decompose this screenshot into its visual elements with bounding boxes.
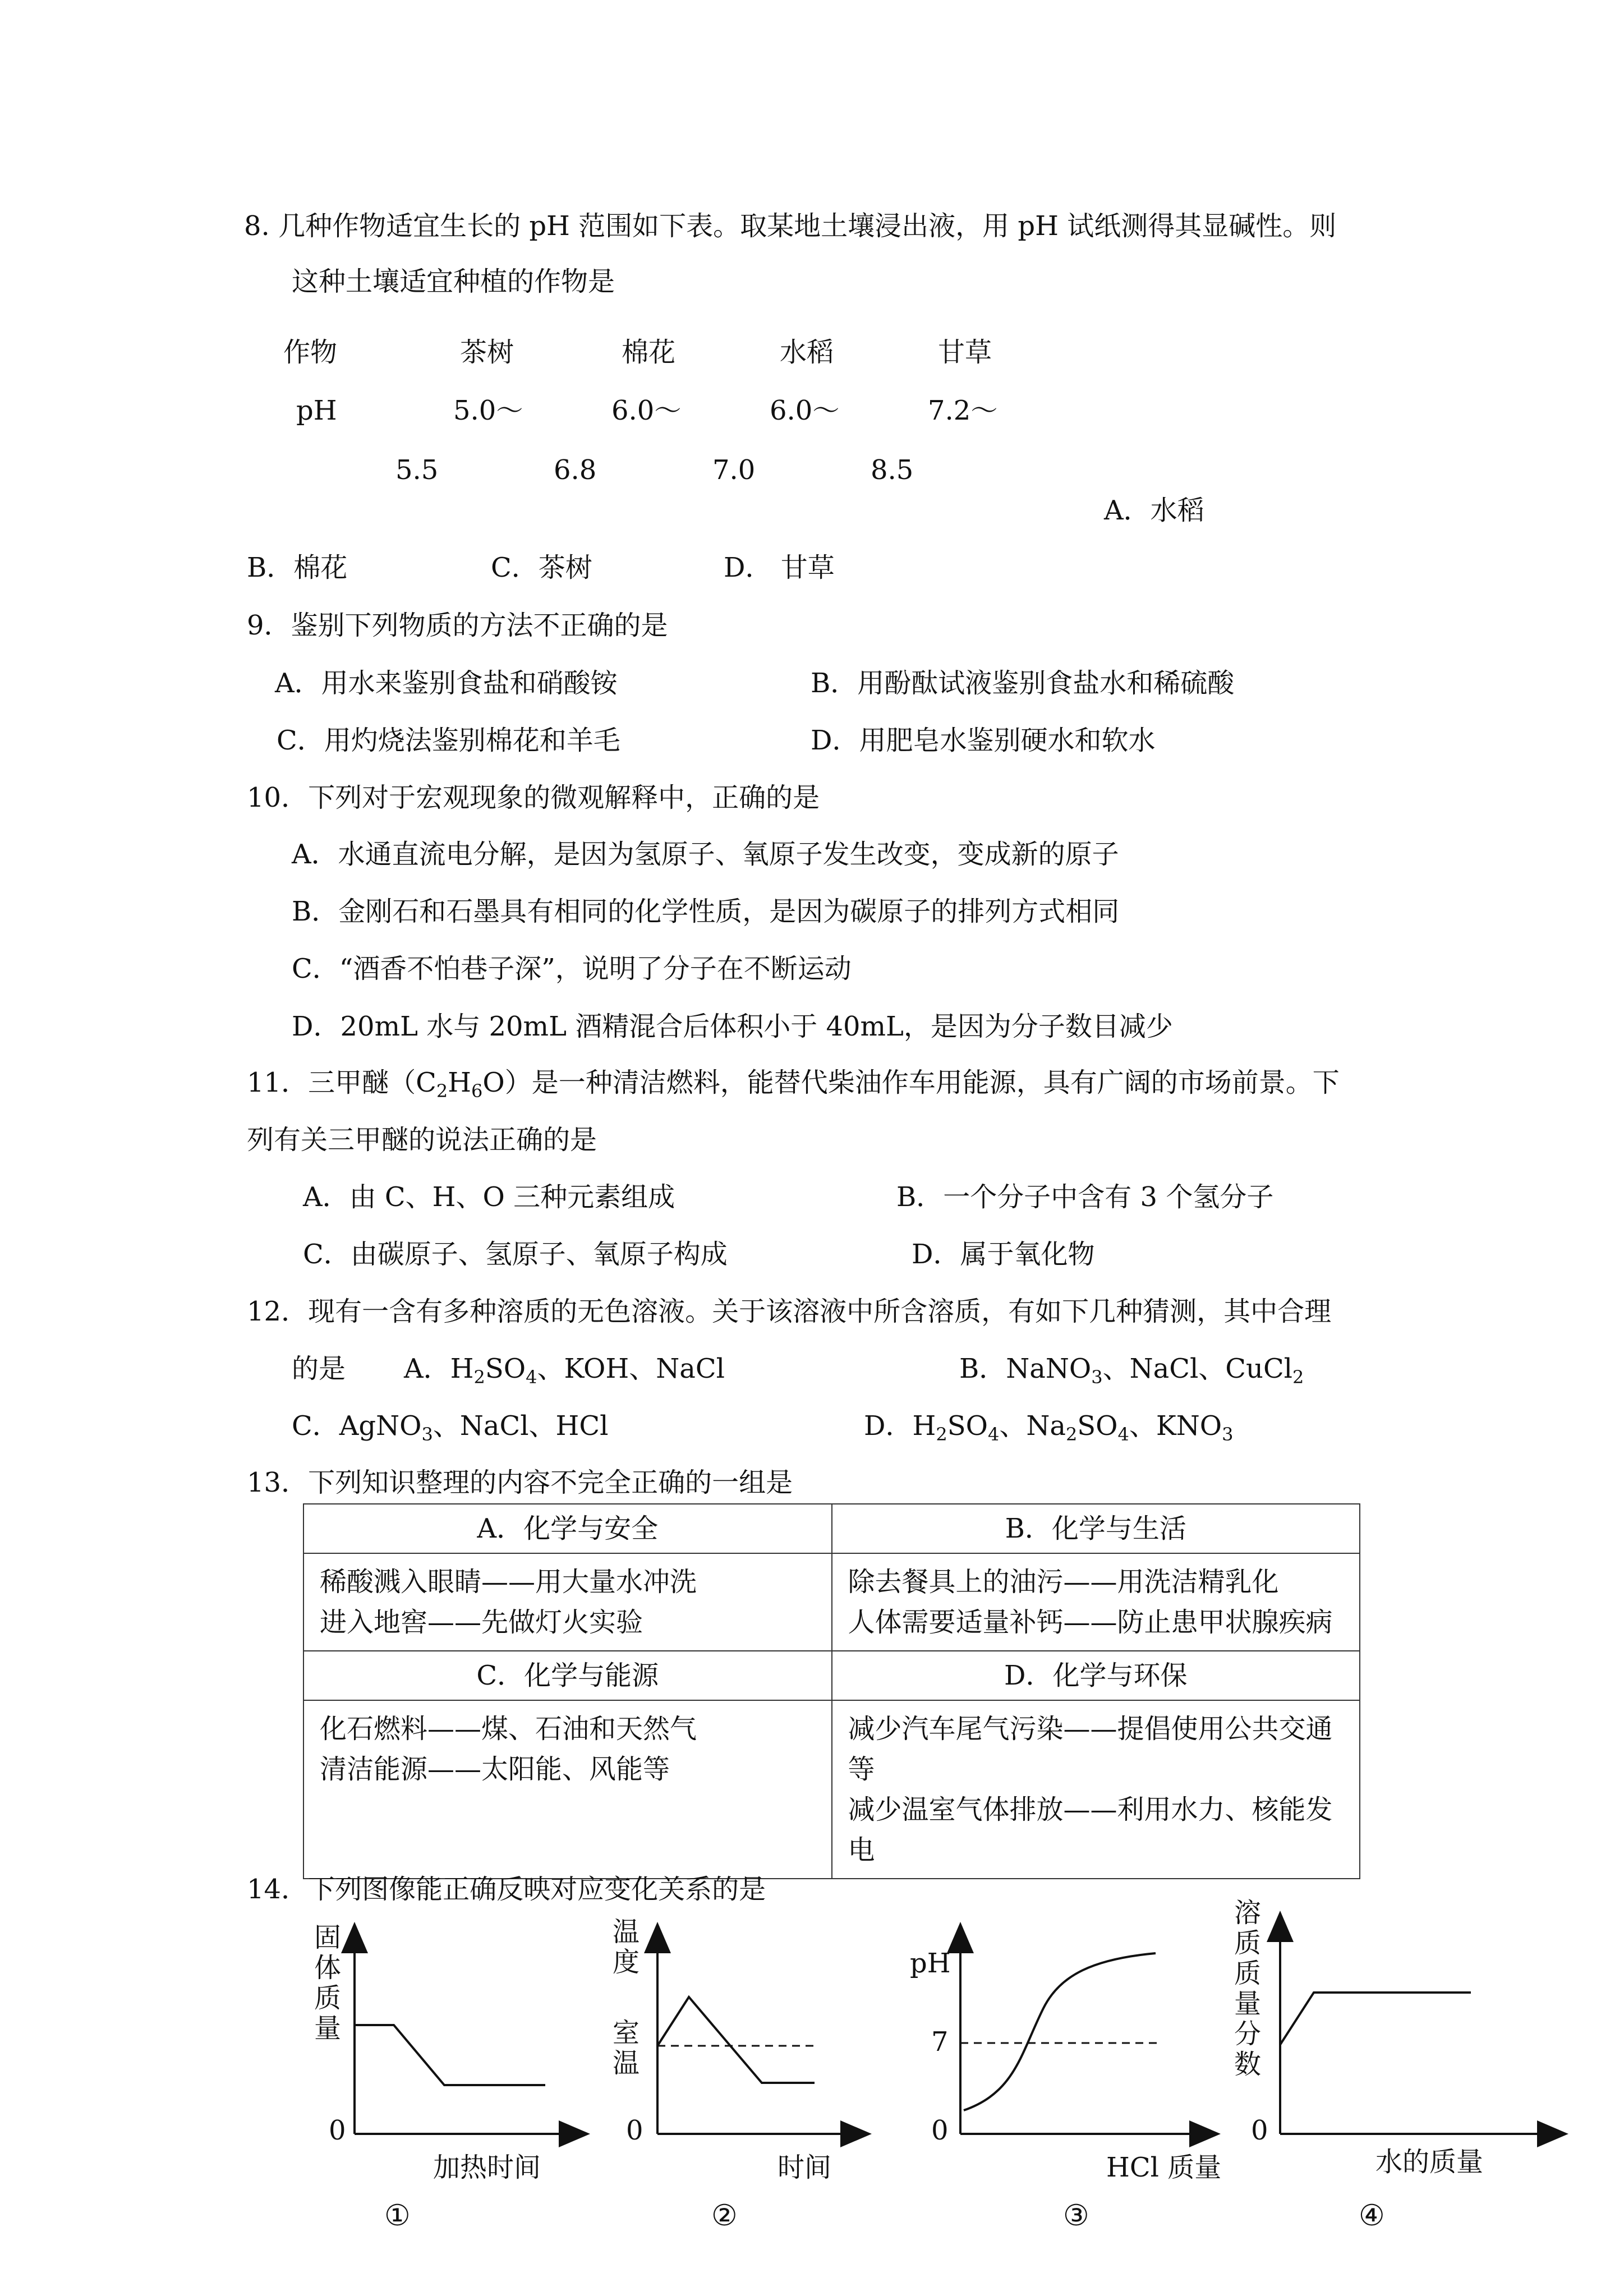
q12-b-s2: 2	[1292, 1366, 1304, 1388]
table-cell-b	[832, 1553, 1360, 1651]
q10-stem: 10．下列对于宏观现象的微观解释中，正确的是	[247, 782, 820, 813]
q12-d-s3: 2	[1065, 1424, 1078, 1445]
graph-2	[606, 1916, 875, 2183]
q11-sub1: 2	[436, 1080, 448, 1102]
q12-line2: 的是	[292, 1353, 346, 1384]
q9-option-c: C．用灼烧法鉴别棉花和羊毛	[277, 725, 620, 756]
q8-option-a: A．水稻	[1104, 495, 1204, 526]
q12-c-f1: AgNO	[339, 1410, 422, 1442]
q12-d-f4: SO	[1077, 1410, 1118, 1442]
g2-origin: 0	[626, 2115, 643, 2146]
q8-number: 8	[244, 210, 261, 242]
q11-stem	[247, 1066, 1340, 1108]
q12-b-f1: NaNO	[1006, 1353, 1092, 1384]
g2-mark-1: 室	[613, 2017, 640, 2049]
g1-ylabel-2: 体	[314, 1952, 342, 1984]
g3-seven: 7	[931, 2026, 949, 2058]
q8-line2: 这种土壤适宜种植的作物是	[292, 266, 615, 297]
q12-d-f2: SO	[947, 1410, 988, 1442]
g3-xlabel: HCl 质量	[1106, 2152, 1222, 2183]
graph-3	[909, 1924, 1223, 2183]
q11-option-b: B．一个分子中含有 3 个氢分子	[896, 1181, 1274, 1213]
q12-c-s1: 3	[421, 1424, 433, 1445]
g4-origin: 0	[1251, 2115, 1268, 2146]
g1-origin: 0	[329, 2115, 346, 2146]
q8-ph-high-3: 7.0	[712, 454, 756, 486]
table-head-c: C．化学与能源	[303, 1651, 832, 1700]
q12-a-s1: 2	[473, 1366, 485, 1388]
q14-stem: 14．下列图像能正确反映对应变化关系的是	[247, 1874, 766, 1905]
a-line-2: 进入地窖——先做灯火实验	[320, 1607, 643, 1638]
g2-ylabel-2: 度	[613, 1947, 640, 1978]
q12-b-label: B．	[959, 1353, 1006, 1384]
q11-option-d: D．属于氧化物	[912, 1239, 1095, 1270]
q8-crop-4: 甘草	[938, 337, 992, 368]
g2-xlabel: 时间	[778, 2152, 832, 2183]
q8-ph-high-2: 6.8	[554, 454, 597, 486]
g4-ylabel-1: 溶	[1234, 1897, 1262, 1929]
g4-ylabel-3: 质	[1234, 1958, 1262, 1989]
q8-ph-high-4: 8.5	[871, 454, 914, 486]
q11-sub2: 6	[471, 1080, 483, 1102]
g1-curve	[355, 2025, 545, 2085]
q12-d-f1: H	[912, 1410, 936, 1442]
d-line-1: 减少汽车尾气污染——提倡使用公共交通等	[848, 1713, 1333, 1785]
q11-stem-post: O）是一种清洁燃料，能替代柴油作车用能源，具有广阔的市场前景。下	[482, 1067, 1340, 1098]
q11-option-c: C．由碳原子、氢原子、氧原子构成	[303, 1239, 728, 1270]
g1-ylabel-3: 质	[314, 1982, 342, 2014]
graph-1	[303, 1922, 583, 2183]
graph-2-number: ②	[711, 2199, 738, 2233]
g2-mark-2: 温	[613, 2047, 640, 2079]
q8-option-d: D． 甘草	[724, 552, 835, 583]
table-cell-a	[303, 1553, 832, 1651]
q9-option-a: A．用水来鉴别食盐和硝酸铵	[275, 668, 618, 699]
q10-option-a: A．水通直流电分解，是因为氢原子、氧原子发生改变，变成新的原子	[292, 839, 1119, 870]
q8-option-c: C．茶树	[491, 552, 592, 583]
q12-d-f5: 、KNO	[1129, 1410, 1222, 1442]
q8-ph-low-2: 6.0～	[611, 395, 682, 426]
q9-stem: 9．鉴别下列物质的方法不正确的是	[247, 610, 668, 641]
q8-ph-low-4: 7.2～	[928, 395, 998, 426]
graph-4	[1229, 1897, 1565, 2178]
q8-table-header-crop: 作物	[283, 337, 338, 368]
table-head-b: B．化学与生活	[832, 1504, 1360, 1553]
d-line-2: 减少温室气体排放——利用水力、核能发电	[848, 1794, 1333, 1866]
c-line-2: 清洁能源——太阳能、风能等	[320, 1754, 670, 1785]
table-cell-c	[303, 1700, 832, 1879]
q12-a-f1: H	[450, 1353, 474, 1384]
table-head-d: D．化学与环保	[832, 1651, 1360, 1700]
q8-option-b: B．棉花	[247, 552, 348, 583]
q8-text: . 几种作物适宜生长的 pH 范围如下表。取某地土壤浸出液，用 pH 试纸测得其显碱性。则	[261, 210, 1337, 242]
g4-ylabel-5: 分	[1234, 2018, 1262, 2050]
q12-c-f2: 、NaCl、HCl	[433, 1410, 609, 1442]
q12-a-f2: SO	[485, 1353, 526, 1384]
q12-option-b	[959, 1352, 1304, 1394]
g3-origin: 0	[931, 2115, 949, 2146]
q8-table-header-ph: pH	[296, 395, 337, 426]
q12-d-s1: 2	[936, 1424, 947, 1445]
q8-crop-3: 水稻	[780, 337, 834, 368]
q12-d-label: D．	[864, 1410, 913, 1442]
q10-option-d: D．20mL 水与 20mL 酒精混合后体积小于 40mL，是因为分子数目减少	[292, 1011, 1173, 1042]
q11-stem-pre: 11．三甲醚（C	[247, 1067, 436, 1098]
graph-1-number: ①	[384, 2199, 411, 2233]
g2-ylabel-1: 温	[613, 1916, 640, 1948]
g3-curve	[964, 1953, 1156, 2110]
table-head-a: A．化学与安全	[303, 1504, 832, 1553]
q12-a-s2: 4	[526, 1366, 537, 1388]
q12-a-f3: 、KOH、NaCl	[537, 1353, 725, 1384]
q12-c-label: C．	[292, 1410, 339, 1442]
q11-stem-mid: H	[448, 1067, 472, 1098]
q12-option-c	[292, 1409, 608, 1451]
knowledge-table	[303, 1503, 1360, 1879]
q12-b-s1: 3	[1091, 1366, 1103, 1388]
g4-curve	[1280, 1993, 1471, 2045]
q11-option-a: A．由 C、H、O 三种元素组成	[303, 1181, 675, 1213]
q9-option-d: D．用肥皂水鉴别硬水和软水	[811, 725, 1156, 756]
g3-ylabel: pH	[910, 1948, 951, 1979]
graph-3-number: ③	[1063, 2199, 1089, 2233]
b-line-1: 除去餐具上的油污——用洗洁精乳化	[848, 1566, 1279, 1598]
g2-curve	[657, 1997, 815, 2083]
q12-option-a	[404, 1352, 725, 1394]
q12-option-d	[864, 1409, 1233, 1451]
q12-d-s4: 4	[1117, 1424, 1129, 1445]
c-line-1: 化石燃料——煤、石油和天然气	[320, 1713, 697, 1745]
q8-crop-1: 茶树	[460, 337, 514, 368]
q8-line1	[244, 209, 1336, 243]
table-cell-d	[832, 1700, 1360, 1879]
q10-option-c: C．“酒香不怕巷子深”，说明了分子在不断运动	[292, 953, 852, 984]
g1-ylabel-4: 量	[314, 2013, 342, 2044]
g4-ylabel-2: 质	[1234, 1927, 1262, 1959]
q13-stem: 13．下列知识整理的内容不完全正确的一组是	[247, 1467, 793, 1498]
g4-xlabel: 水的质量	[1375, 2146, 1484, 2178]
g4-ylabel-6: 数	[1234, 2049, 1262, 2080]
q12-b-f2: 、NaCl、CuCl	[1102, 1353, 1293, 1384]
q10-option-b: B．金刚石和石墨具有相同的化学性质，是因为碳原子的排列方式相同	[292, 896, 1120, 927]
q12-stem: 12．现有一含有多种溶质的无色溶液。关于该溶液中所含溶质，有如下几种猜测，其中合理	[247, 1296, 1332, 1327]
q12-a-label: A．	[404, 1353, 450, 1384]
q11-line2: 列有关三甲醚的说法正确的是	[247, 1124, 597, 1156]
g4-ylabel-4: 量	[1234, 1988, 1262, 2019]
q9-option-b: B．用酚酞试液鉴别食盐水和稀硫酸	[811, 668, 1235, 699]
a-line-1: 稀酸溅入眼睛——用大量水冲洗	[320, 1566, 697, 1598]
g1-ylabel-1: 固	[314, 1922, 342, 1953]
q8-ph-low-1: 5.0～	[453, 395, 523, 426]
b-line-2: 人体需要适量补钙——防止患甲状腺疾病	[848, 1607, 1333, 1638]
graph-4-number: ④	[1359, 2199, 1385, 2233]
q8-ph-low-3: 6.0～	[770, 395, 840, 426]
q8-crop-2: 棉花	[622, 337, 676, 368]
q12-d-f3: 、Na	[999, 1410, 1066, 1442]
q12-d-s2: 4	[987, 1424, 1000, 1445]
q8-ph-high-1: 5.5	[395, 454, 439, 486]
g1-xlabel: 加热时间	[433, 2152, 541, 2183]
q12-d-s5: 3	[1222, 1424, 1234, 1445]
